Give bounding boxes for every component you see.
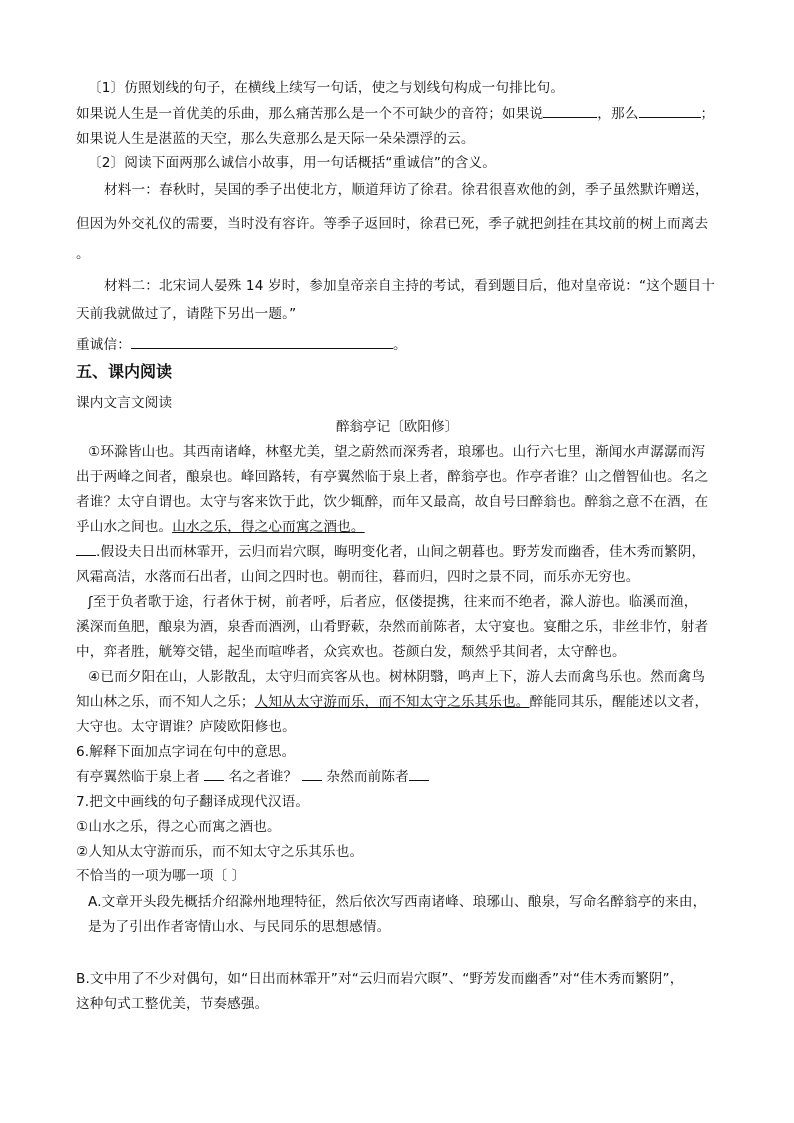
underlined-sentence-1: 山水之乐，得之心而寓之酒也。 — [172, 519, 365, 535]
p4-line1: ④已而夕阳在山，人影散乱，太守归而宾客从也。树林阴翳，鸣声上下，游人去而禽鸟乐也。然而禽鸟 — [88, 669, 706, 685]
q1-line1-text-a: 如果说人生是一首优美的乐曲，那么痛苦那么是一个不可缺少的音符；如果说 — [76, 106, 544, 122]
p1-line3: 者谁？太守自谓也。太守与客来饮于此，饮少辄醉，而年又最高，故自号曰醉翁也。醉翁之意不在酒，在 — [76, 494, 709, 510]
underlined-sentence-2: 人知从太守游而乐，而不知太守之乐其乐也。 — [254, 694, 530, 710]
answer-end: 。 — [392, 337, 407, 353]
q2-instruction: 〔2〕阅读下面两那么诚信小故事，用一句话概括“重诚信”的含义。 — [88, 155, 497, 171]
q1-line1-text-c: ； — [700, 106, 715, 122]
p3-line3: 中，弈者胜，觥筹交错，起坐而喧哗者，众宾欢也。苍颜白发，颓然乎其间者，太守醉也。 — [76, 644, 626, 660]
q6-item-b: 名之者谁？ — [228, 769, 298, 785]
p3-line1: ʃ至于负者歌于途，行者休于树，前者呼，后者应，伛偻提携，往来而不绝者，滁人游也。临溪而渔， — [88, 594, 698, 610]
material1-line2: 但因为外交礼仪的需要，当时没有容许。等季子返回时，徐君已死，季子就把剑挂在其坟前的树上而离去 — [76, 216, 709, 232]
material2-line1: 材料二：北宋词人晏殊 14 岁时，参加皇帝亲自主持的考试，看到题目后，他对皇帝说：“这个题目十 — [104, 278, 715, 294]
q1-line1-text-b: ，那么 — [597, 106, 639, 122]
p1-line4-text: 乎山水之间也。 — [76, 519, 173, 535]
p4-line2 — [76, 693, 708, 711]
answer-label: 重诚信： — [76, 337, 131, 353]
q7-item-1: ①山水之乐，得之心而寓之酒也。 — [76, 819, 281, 835]
q1-line2: 如果说人生是湛蓝的天空，那么失意那么是天际一朵朵漂浮的云。 — [76, 131, 475, 147]
material1-line1: 材料一：春秋时，吴国的季子出使北方，顺道拜访了徐君。徐君很喜欢他的剑，季子虽然默许赠送， — [104, 182, 709, 198]
q1-line1 — [76, 105, 714, 123]
q8-instruction: 不恰当的一项为哪一项〔 〕 — [76, 868, 246, 884]
option-a-line1: A.文章开头段先概括介绍滁州地理特征，然后依次写西南诸峰、琅琊山、酿泉，写命名醉翁亭的来由， — [88, 894, 707, 910]
passage-title: 醉翁亭记〔欧阳修〕 — [335, 419, 459, 435]
p1-line2: 出于两峰之间者，酿泉也。峰回路转，有亭翼然临于泉上者，醉翁亭也。作亭者谁？山之僧智仙也。名之 — [76, 469, 709, 485]
q1-blank-1[interactable] — [543, 105, 597, 118]
p4-line3: 大守也。太守谓谁？庐陵欧阳修也。 — [76, 719, 296, 735]
q6-blank-b[interactable] — [302, 768, 322, 781]
q6-items — [76, 768, 429, 786]
answer-blank[interactable] — [131, 336, 393, 349]
answer-line — [76, 336, 407, 354]
p2-line2: 风霜高洁，水落而石出者，山间之四时也。朝而往，暮而归，四时之景不同，而乐亦无穷也。 — [76, 569, 640, 585]
p1-line1: ①环滁皆山也。其西南诸峰，林壑尤美，望之蔚然而深秀者，琅琊也。山行六七里，渐闻水声潺潺而泻 — [88, 444, 706, 460]
section-heading: 五、课内阅读 — [76, 362, 173, 381]
option-a-line2: 是为了引出作者寄情山水、与民同乐的思想感情。 — [88, 919, 391, 935]
p4-line2-text-c: 醉能同其乐，醒能述以文者， — [529, 694, 709, 710]
q7-item-2: ②人知从太守游而乐，而不知太守之乐其乐也。 — [76, 844, 364, 860]
q6-blank-a[interactable] — [204, 768, 224, 781]
p4-line2-text-a: 知山林之乐，而不知人之乐； — [76, 694, 255, 710]
option-b-line1: B.文中用了不少对偶句，如“日出而林霏开”对“云归而岩穴暝”、“野芳发而幽香”对“佳木秀而繁阴”， — [76, 971, 684, 987]
p2-marker-blank — [76, 543, 96, 556]
q6-blank-c[interactable] — [409, 768, 429, 781]
subheading: 课内文言文阅读 — [76, 395, 173, 411]
option-b-line2: 这种句式工整优美，节奏感强。 — [76, 996, 269, 1012]
q6-item-a: 有亭翼然临于泉上者 — [76, 769, 200, 785]
q1-instruction: 〔1〕仿照划线的句子，在横线上续写一句话，使之与划线句构成一句排比句。 — [88, 80, 565, 96]
q6-instruction: 6.解释下面加点字词在句中的意思。 — [76, 744, 296, 760]
p2-line1 — [76, 543, 705, 561]
q7-instruction: 7.把文中画线的句子翻译成现代汉语。 — [76, 794, 310, 810]
p1-line4 — [76, 518, 365, 536]
q6-item-c: 杂然而前陈者 — [326, 769, 409, 785]
q1-blank-2[interactable] — [639, 105, 701, 118]
p3-line2: 溪深而鱼肥，酿泉为酒，泉香而酒洌，山肴野蔌，杂然而前陈者，太守宴也。宴酣之乐，非丝非竹，射者 — [76, 619, 709, 635]
p2-line1-text: .假设夫日出而林霏开，云归而岩穴暝，晦明变化者，山间之朝暮也。野芳发而幽香，佳木秀而繁阴， — [96, 544, 706, 560]
material2-line2: 天前我就做过了，请陛下另出一题。” — [76, 306, 297, 322]
material1-line3: 。 — [76, 246, 90, 262]
